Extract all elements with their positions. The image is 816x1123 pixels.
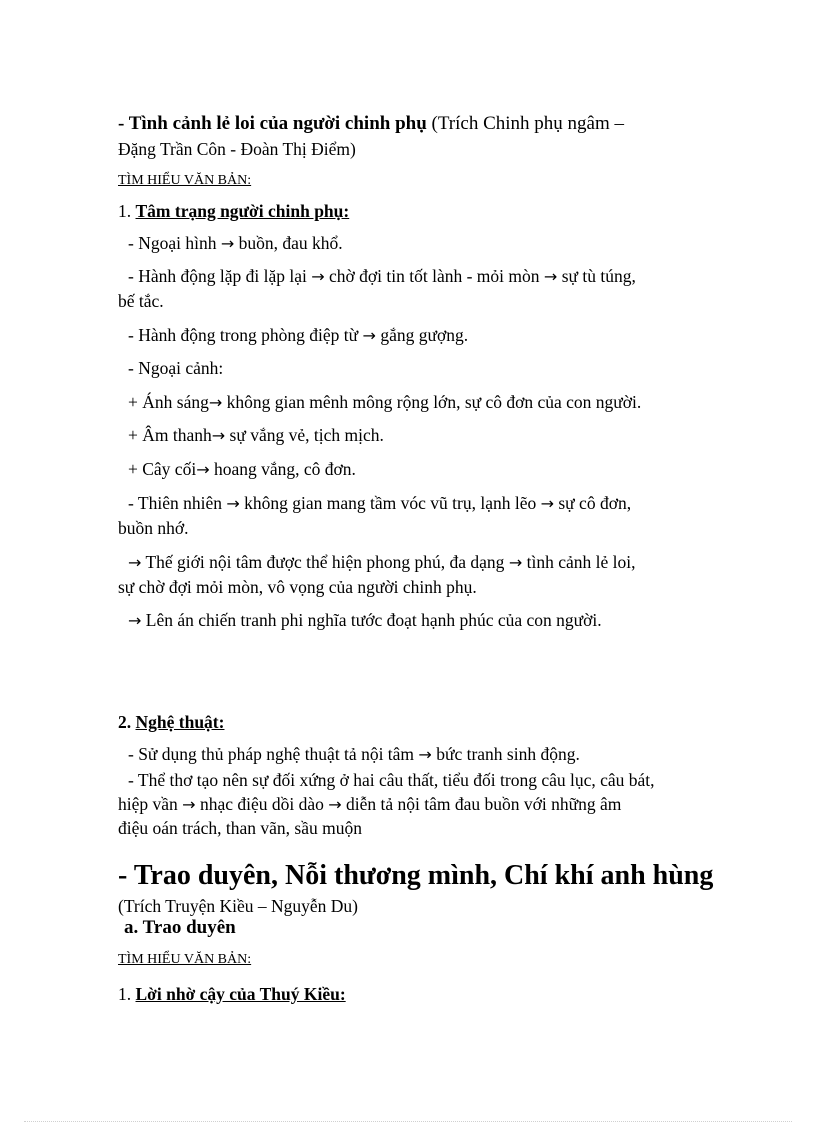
line-the-tho-cont <box>118 794 621 815</box>
line-cay-coi <box>128 459 356 480</box>
text: - Hành động lặp đi lặp lại <box>128 266 307 286</box>
arrow-right-icon: → <box>362 326 376 345</box>
text: + Cây cối <box>128 459 197 479</box>
line-am-thanh <box>128 425 384 446</box>
section1-title-bold: - Tình cảnh lẻ loi của người chinh phụ <box>118 113 427 134</box>
line-hanh-dong-1 <box>128 266 636 287</box>
arrow-right-icon: → <box>128 553 142 572</box>
part2-heading <box>118 712 224 732</box>
text: Thế giới nội tâm được thể hiện phong phú, đa dạng <box>145 552 505 572</box>
text: nhạc điệu dồi dào <box>199 794 324 814</box>
arrow-right-icon: → <box>128 611 142 630</box>
text: bức tranh sinh động. <box>436 744 580 764</box>
section1-heading: TÌM HIỂU VĂN BẢN: <box>118 173 252 188</box>
line-su-dung <box>128 744 580 765</box>
text: gắng gượng. <box>380 325 469 345</box>
text: hoang vắng, cô đơn. <box>213 459 356 479</box>
text: + Ánh sáng <box>128 392 209 412</box>
arrow-right-icon: → <box>226 494 240 513</box>
text: - Sử dụng thủ pháp nghệ thuật tả nội tâm <box>128 744 415 764</box>
text: - Thiên nhiên <box>128 493 222 513</box>
part1-number: 1. <box>118 201 132 221</box>
arrow-right-icon: → <box>543 267 558 286</box>
line-anh-sang <box>128 392 641 413</box>
arrow-right-icon: → <box>208 393 223 412</box>
arrow-right-icon: → <box>540 494 554 513</box>
text: sự tù túng, <box>561 266 636 286</box>
section2-part1-title: Lời nhờ cậy của Thuý Kiều: <box>135 984 346 1004</box>
line-thien-nhien-cont: buồn nhớ. <box>118 518 189 538</box>
line-the-tho-end: điệu oán trách, than vãn, sầu muộn <box>118 818 362 838</box>
part1-title: Tâm trạng người chinh phụ: <box>135 201 350 221</box>
line-the-tho: - Thể thơ tạo nên sự đối xứng ở hai câu thất, tiểu đối trong câu lục, câu bát, <box>128 770 655 790</box>
text: Lên án chiến tranh phi nghĩa tước đoạt hạnh phúc của con người. <box>145 610 602 630</box>
section2-title: - Trao duyên, Nỗi thương mình, Chí khí anh hùng <box>118 860 714 891</box>
arrow-right-icon: → <box>220 234 235 253</box>
line-the-gioi-cont: sự chờ đợi mỏi mòn, vô vọng của người chinh phụ. <box>118 577 477 597</box>
section2-source: (Trích Truyện Kiều – Nguyễn Du) <box>118 896 358 916</box>
text: - Ngoại hình <box>128 233 217 253</box>
section1-title-source: (Trích Chinh phụ ngâm – <box>431 113 625 134</box>
line-ngoai-canh: - Ngoại cảnh: <box>128 358 224 378</box>
part2-title: Nghệ thuật: <box>135 712 225 732</box>
page-bottom-divider <box>24 1121 792 1122</box>
section2-part1-number: 1. <box>118 984 132 1004</box>
text: sự vắng vẻ, tịch mịch. <box>229 425 384 445</box>
section1-title-line2: Đặng Trần Côn - Đoàn Thị Điểm) <box>118 139 356 159</box>
part2-number: 2. <box>118 712 132 732</box>
arrow-right-icon: → <box>182 795 196 814</box>
text: buồn, đau khổ. <box>238 233 343 253</box>
arrow-right-icon: → <box>328 795 342 814</box>
text: không gian mênh mông rộng lớn, sự cô đơn của con người. <box>226 392 642 412</box>
arrow-right-icon: → <box>418 745 432 764</box>
line-len-an <box>128 610 602 631</box>
text: + Âm thanh <box>128 425 212 445</box>
arrow-right-icon: → <box>508 553 523 572</box>
arrow-right-icon: → <box>196 460 210 479</box>
line-ngoai-hinh <box>128 233 343 254</box>
text: hiệp vần <box>118 794 178 814</box>
text: sự cô đơn, <box>558 493 632 513</box>
section2-heading: TÌM HIỂU VĂN BẢN: <box>118 952 252 967</box>
arrow-right-icon: → <box>211 426 226 445</box>
section2-subtitle: a. Trao duyên <box>124 917 236 938</box>
text: chờ đợi tin tốt lành - mỏi mòn <box>329 266 540 286</box>
part1-heading <box>118 201 349 221</box>
text: - Hành động trong phòng điệp từ <box>128 325 359 345</box>
arrow-right-icon: → <box>311 267 325 286</box>
line-hanh-dong-2 <box>128 325 468 346</box>
text: không gian mang tầm vóc vũ trụ, lạnh lẽo <box>244 493 537 513</box>
line-the-gioi <box>128 552 635 573</box>
text: tình cảnh lẻ loi, <box>526 552 636 572</box>
text: diễn tả nội tâm đau buồn với những âm <box>346 794 622 814</box>
line-thien-nhien <box>128 493 631 514</box>
section1-title <box>118 114 624 134</box>
section2-part1-heading <box>118 984 346 1004</box>
line-hanh-dong-1-cont: bế tắc. <box>118 291 164 311</box>
